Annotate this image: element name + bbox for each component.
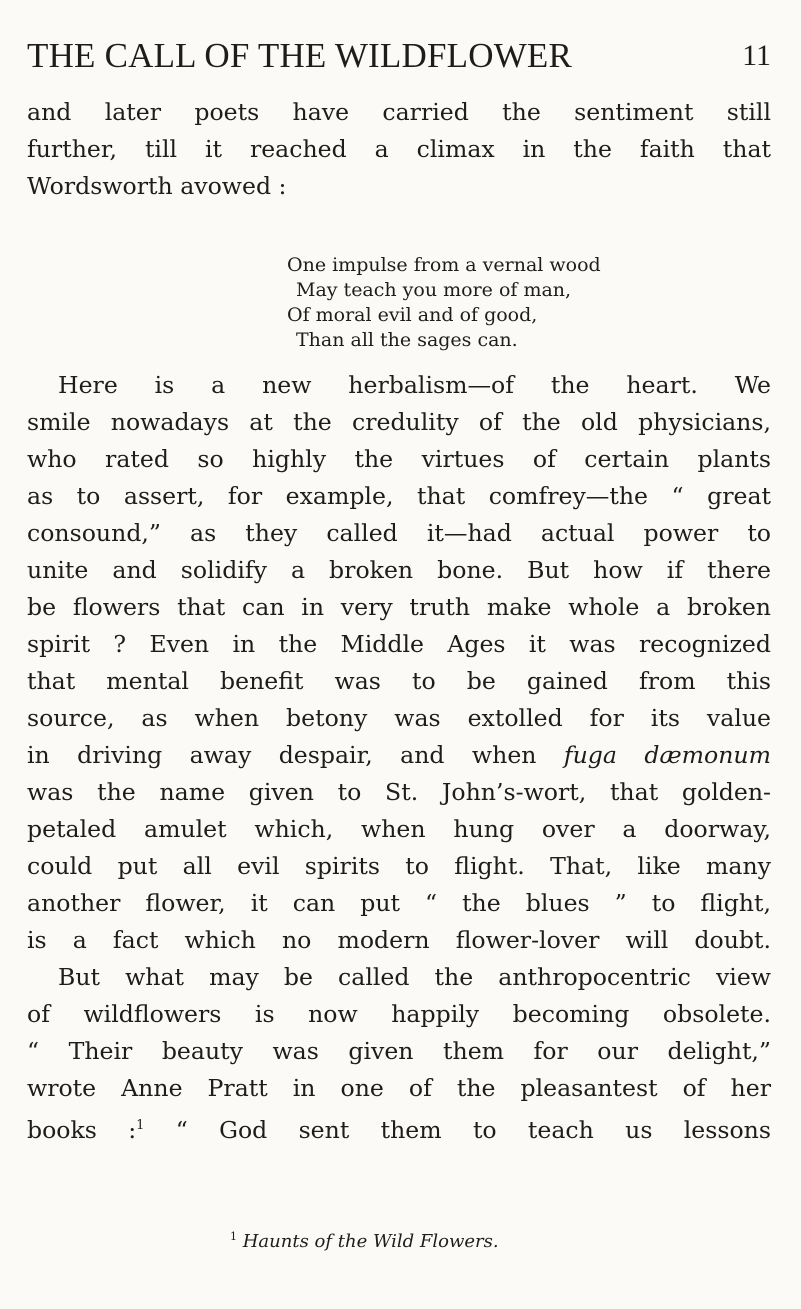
footnote-mark: 1 [230,1230,237,1243]
text-segment: books : [27,1115,137,1144]
text-line: spirit ? Even in the Middle Ages it was recognized [27,630,771,658]
text-line: wrote Anne Pratt in one of the pleasantest of her [27,1074,771,1102]
text-line: source, as when betony was extolled for its value [27,704,771,732]
text-line: But what may be called the anthropocentric view [58,963,771,991]
running-title: THE CALL OF THE WILDFLOWER [27,36,573,75]
text-line: could put all evil spirits to flight. That, like many [27,852,771,880]
text-line: is a fact which no modern flower-lover will doubt. [27,926,771,954]
text-line: consound,” as they called it—had actual power to [27,519,771,547]
text-line: as to assert, for example, that comfrey—the “ great [27,482,771,510]
text-line-with-footnote-ref [27,1107,771,1144]
text-line: smile nowadays at the credulity of the old physicians, [27,408,771,436]
text-line: be flowers that can in very truth make whole a broken [27,593,771,621]
text-line: unite and solidify a broken bone. But how if there [27,556,771,584]
latin-phrase: fuga dæmonum [563,741,771,769]
verse-line: One impulse from a vernal wood [287,254,601,276]
text-line-with-italic [27,737,771,774]
verse-line: Than all the sages can. [296,329,518,351]
text-line: who rated so highly the virtues of certain plants [27,445,771,473]
text-line: and later poets have carried the sentiment still [27,98,771,126]
text-line: was the name given to St. John’s-wort, that golden- [27,778,771,806]
footnote-reference: 1 [136,1118,145,1133]
text-line: Wordsworth avowed : [27,172,287,200]
footnote [230,1224,499,1254]
page-header [27,34,771,78]
text-line: Here is a new herbalism—of the heart. We [58,371,771,399]
text-line: “ Their beauty was given them for our delight,” [27,1037,771,1065]
page-number: 11 [742,39,771,72]
text-segment: in driving away despair, and when [27,741,564,769]
verse-quotation [287,253,607,353]
text-segment: “ God sent them to teach us lessons [144,1115,771,1144]
footnote-text: Haunts of the Wild Flowers. [242,1231,499,1252]
intro-paragraph [27,94,771,205]
text-line: another flower, it can put “ the blues ” to flight, [27,889,771,917]
text-line: of wildflowers is now happily becoming obsolete. [27,1000,771,1028]
text-line: petaled amulet which, when hung over a doorway, [27,815,771,843]
text-line: further, till it reached a climax in the faith that [27,135,771,163]
body-paragraph [27,367,771,1144]
text-line: that mental benefit was to be gained from this [27,667,771,695]
verse-line: May teach you more of man, [296,279,572,301]
verse-line: Of moral evil and of good, [287,304,538,326]
